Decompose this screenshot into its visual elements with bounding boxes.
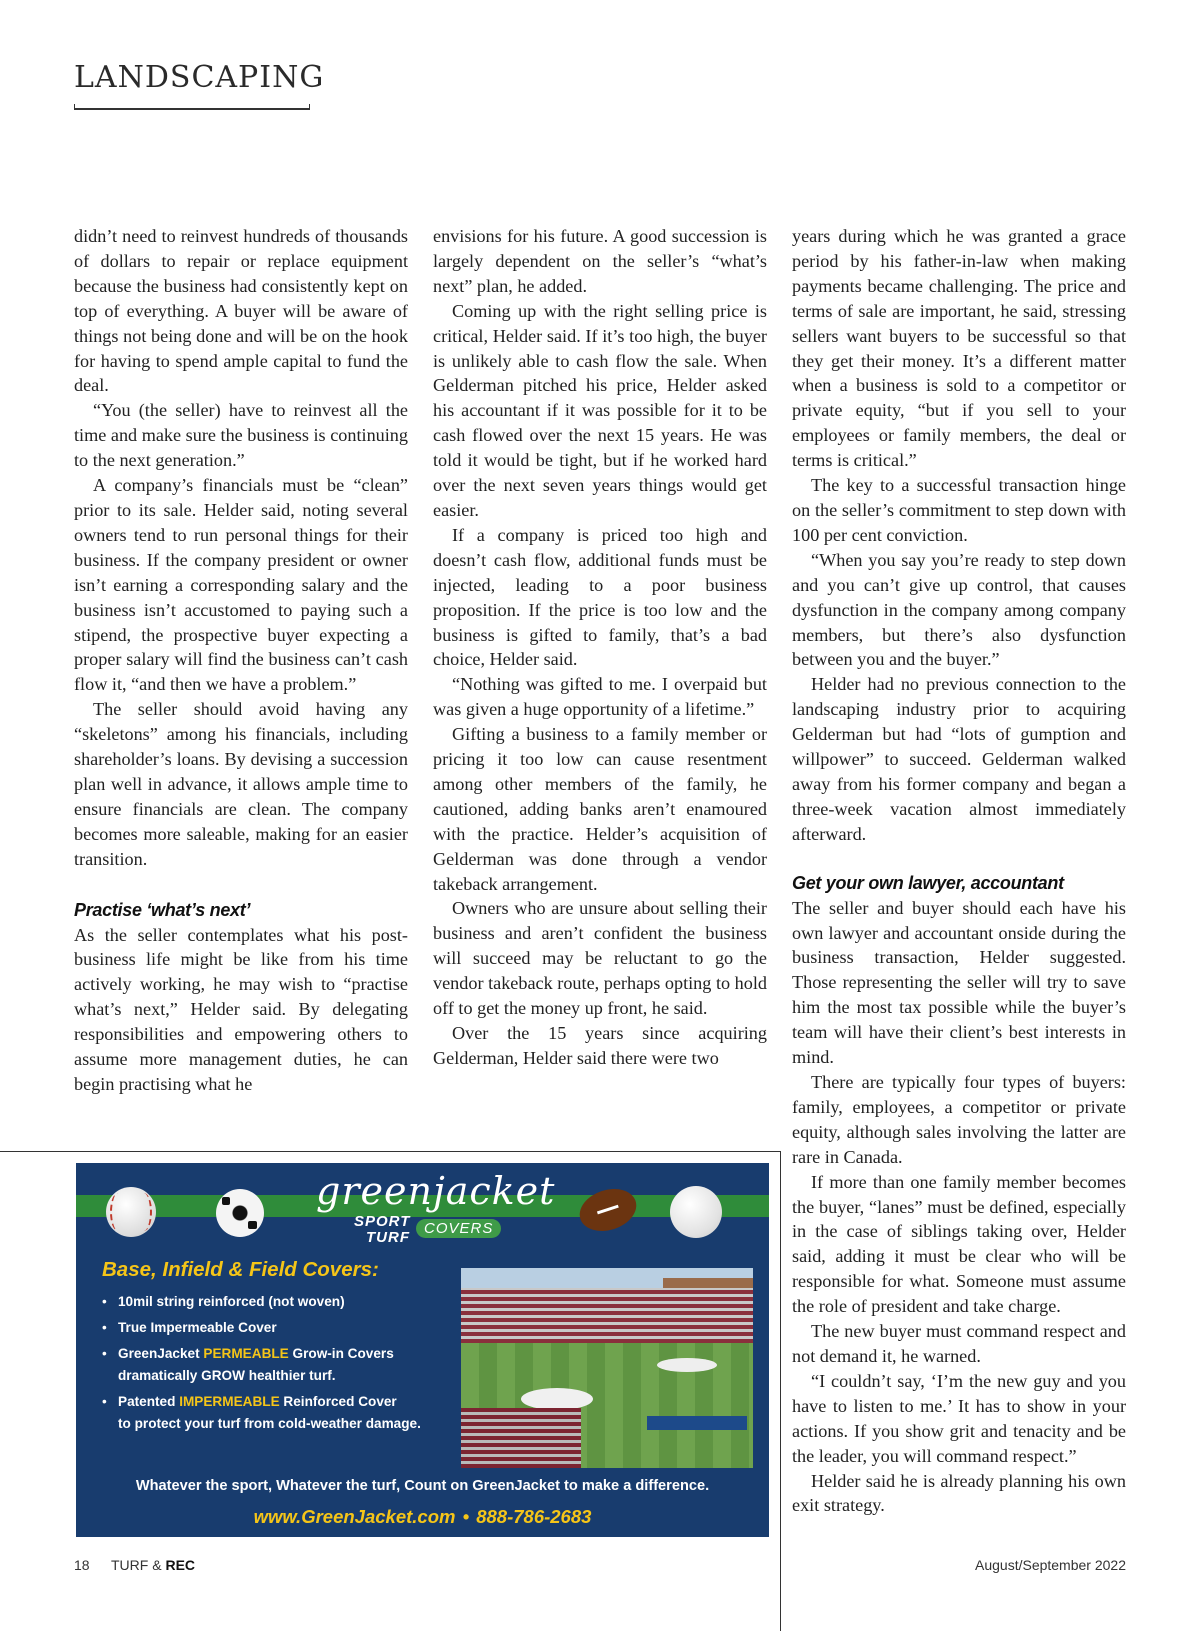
subheading: Practise ‘what’s next’: [74, 899, 251, 920]
article-column-1: [74, 224, 408, 1097]
paragraph: didn’t need to reinvest hundreds of thousands of dollars to repair or replace equipment because the business had consistently kept on top of everything. A buyer will be aware of things not being done and will be on the hook for having to spend ample capital to fund the deal.: [74, 226, 408, 396]
ad-contact-link[interactable]: www.GreenJacket.com • 888-786-2683: [253, 1506, 592, 1527]
list-item: • Patented IMPERMEABLE Reinforced Cover to protect your turf from cold-weather damage.: [100, 1391, 460, 1435]
article-column-2: [433, 224, 767, 1071]
ad-frame-right-rule: [780, 1151, 781, 1631]
paragraph: “When you say you’re ready to step down and you can’t give up control, that causes dysfunction in the company among company members, but there’s also dysfunction between you and the buyer.”: [792, 549, 1126, 670]
paragraph: There are typically four types of buyers: family, employees, a competitor or private equity, although sales involving the latter are rare in Canada.: [792, 1072, 1126, 1167]
paragraph: If a company is priced too high and doesn’t cash flow, additional funds must be injected, leading to a poor business proposition. If the price is too low and the business is gifted to family, that’s a bad choice, Helder said.: [433, 524, 767, 670]
list-item: • GreenJacket PERMEABLE Grow-in Covers dramatically GROW healthier turf.: [100, 1343, 460, 1387]
paragraph: Gifting a business to a family member or pricing it too low can cause resentment among other members of the family, he cautioned, adding banks aren’t enamoured with the practice. Helder’s acquisition of Gelderman was done through a vendor takeback arrangement.: [433, 724, 767, 894]
magazine-name: TURF & REC: [111, 1557, 196, 1573]
paragraph: envisions for his future. A good succession is largely dependent on the seller’s “what’s next” plan, he added.: [433, 226, 767, 296]
greenjacket-logo: greenjacket: [316, 1169, 556, 1213]
list-item: • 10mil string reinforced (not woven): [100, 1291, 460, 1313]
subheading: Get your own lawyer, accountant: [792, 872, 1064, 893]
ad-tagline: Whatever the sport, Whatever the turf, Count on GreenJacket to make a difference.: [135, 1478, 710, 1494]
baseball-icon: [106, 1187, 156, 1237]
paragraph: “Nothing was gifted to me. I overpaid but was given a huge opportunity of a lifetime.”: [433, 674, 767, 720]
paragraph: Coming up with the right selling price is critical, Helder said. If it’s too high, the buyer is unlikely able to cash flow the sale. When Gelderman pitched his price, Helder asked his accountant if it was possible for it to be cash flowed over the next 15 years. He was told it would be tight, but if he worked hard over the next seven years things would get easier.: [433, 300, 767, 520]
paragraph: years during which he was granted a grace period by his father-in-law when making payments became challenging. The price and terms of sale are important, he said, stressing sellers want buyers to be successful so that they get their money. It’s a different matter when a business is sold to a competitor or private equity, “but if you sell to your employees or family members, the deal or terms is critical.”: [792, 226, 1126, 471]
football-icon: [574, 1182, 642, 1238]
paragraph: “You (the seller) have to reinvest all the time and make sure the business is continuing to the next generation.”: [74, 400, 408, 471]
logo-covers-badge: COVERS: [416, 1219, 501, 1238]
paragraph: The seller should avoid having any “skeletons” among his financials, including shareholder’s loans. By devising a succession plan well in advance, it allows ample time to ensure financials are clean. The company becomes more saleable, making for an easier transition.: [74, 699, 408, 869]
page-number: 18: [74, 1557, 90, 1573]
paragraph: Helder said he is already planning his own exit strategy.: [792, 1470, 1126, 1516]
paragraph: A company’s financials must be “clean” prior to its sale. Helder said, noting several owners tend to run personal things for their business. If the company president or owner isn’t earning a corresponding salary and the business isn’t accustomed to paying such a stipend, the prospective buyer expecting a proper salary will find the business can’t cash flow it, “and then we have a problem.”: [74, 475, 408, 695]
paragraph: Over the 15 years since acquiring Gelderman, Helder said there were two: [433, 1023, 767, 1068]
ad-headline: Base, Infield & Field Covers:: [102, 1258, 379, 1281]
paragraph: The key to a successful transaction hinge on the seller’s commitment to step down with 100 per cent conviction.: [792, 475, 1126, 545]
list-item: • True Impermeable Cover: [100, 1317, 460, 1339]
soccer-ball-icon: [216, 1189, 264, 1237]
issue-date: August/September 2022: [975, 1557, 1126, 1573]
stadium-photo: [461, 1268, 753, 1468]
article-column-3: [792, 224, 1126, 1518]
ad-feature-list: [100, 1291, 460, 1439]
paragraph: “I couldn’t say, ‘I’m the new guy and you have to listen to me.’ It has to show in your actions. If you show grit and tenacity and be the leader, you will command respect.”: [792, 1370, 1126, 1466]
greenjacket-advertisement[interactable]: [76, 1163, 769, 1537]
logo-sport-text: SPORT: [354, 1213, 411, 1230]
paragraph: If more than one family member becomes the buyer, “lanes” must be defined, especially in the case of siblings taking over, Helder said, adding it must be clear who will be responsible for what. Someone must assume the role of president and take charge.: [792, 1171, 1126, 1317]
paragraph: The new buyer must command respect and not demand it, he warned.: [792, 1321, 1126, 1366]
paragraph: The seller and buyer should each have his own lawyer and accountant onside during the business transaction, Helder suggested. Those representing the seller will try to save him the most tax possible while the buyer’s team will have their client’s best interests in mind.: [792, 897, 1126, 1068]
section-title: LANDSCAPING: [74, 60, 325, 95]
paragraph: Owners who are unsure about selling their business and aren’t confident the business will succeed may be reluctant to go the vendor takeback route, perhaps opting to hold off to get the money up front, he said.: [433, 898, 767, 1019]
paragraph: Helder had no previous connection to the landscaping industry prior to acquiring Gelderman but had “lots of gumption and willpower” to succeed. Gelderman walked away from his former company and began a three-week vacation almost immediately afterward.: [792, 674, 1126, 844]
ad-frame-top-rule: [0, 1151, 780, 1152]
section-rule: [74, 108, 310, 110]
paragraph: As the seller contemplates what his post-business life might be like from his time actively working, he may wish to “practise what’s next,” Helder said. By delegating responsibilities and empowering others to assume more management duties, he can begin practising what he: [74, 924, 408, 1094]
logo-turf-text: TURF: [366, 1229, 410, 1246]
golf-ball-icon: [670, 1186, 722, 1238]
